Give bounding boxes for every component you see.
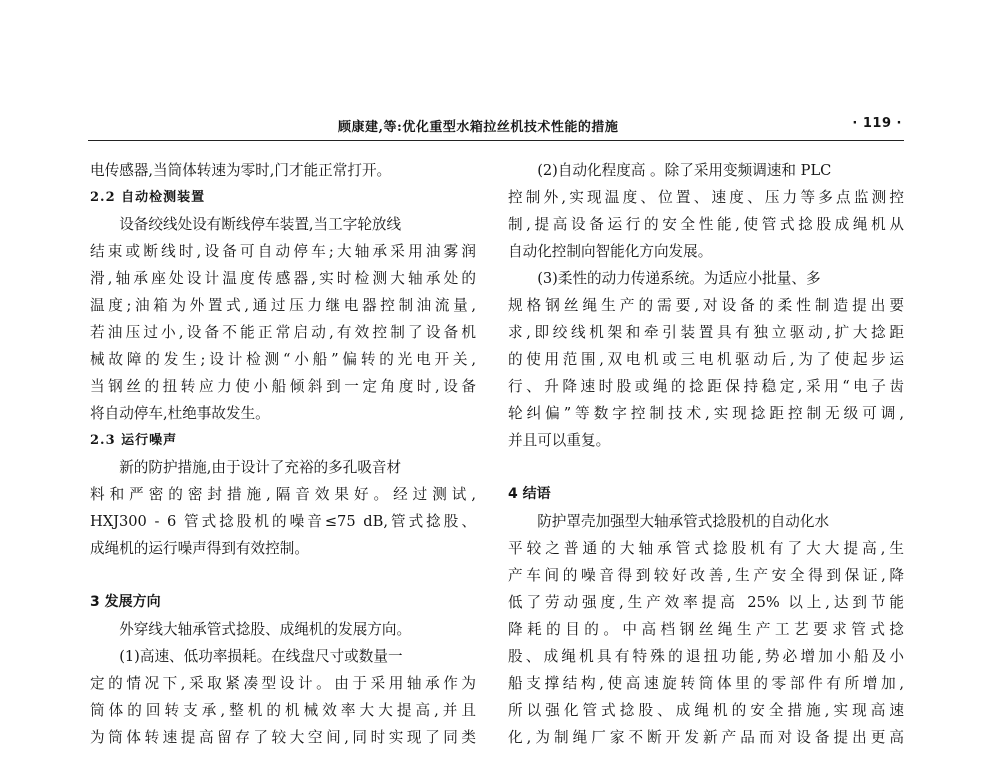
text-line: 筒体的回转支承,整机的机械效率大大提高,并且 [90, 702, 476, 719]
text-line: 将自动停车,杜绝事故发生。 [90, 405, 270, 422]
text-line: 船支撑结构,使高速旋转筒体里的零部件有所增加, [508, 675, 904, 692]
text-line: 规格钢丝绳生产的需要,对设备的柔性制造提出要 [508, 297, 904, 314]
text-line: 并且可以重复。 [508, 432, 611, 449]
text-line: 外穿线大轴承管式捻股、成绳机的发展方向。 [119, 621, 412, 638]
text-line: 设备绞线处设有断线停车装置,当工字轮放线 [119, 216, 402, 233]
header-rule [88, 140, 904, 141]
text-line: 当钢丝的扭转应力使小船倾斜到一定角度时,设备 [90, 378, 476, 395]
text-line: 结束或断线时,设备可自动停车;大轴承采用油雾润 [90, 243, 476, 260]
text-line: 股、成绳机具有特殊的退扭功能,势必增加小船及小 [508, 648, 904, 665]
text-line: 电传感器,当筒体转速为零时,门才能正常打开。 [90, 162, 392, 179]
right-column [508, 157, 904, 751]
text-line: 成绳机的运行噪声得到有效控制。 [90, 540, 309, 557]
text-line: (1)高速、低功率损耗。在线盘尺寸或数量一 [119, 648, 403, 665]
text-line: 降耗的目的。中高档钢丝绳生产工艺要求管式捻 [508, 621, 904, 638]
text-line: 若油压过小,设备不能正常启动,有效控制了设备机 [90, 324, 476, 341]
subsection-heading: 2.3 运行噪声 [90, 433, 178, 448]
text-line: 自动化控制向智能化方向发展。 [508, 243, 713, 260]
text-line: 所以强化管式捻股、成绳机的安全措施,实现高速 [508, 702, 904, 719]
running-title: 顾康建,等:优化重型水箱拉丝机技术性能的措施 [338, 120, 619, 135]
text-line: 制,提高设备运行的安全性能,使管式捻股成绳机从 [508, 216, 904, 233]
text-line: 定的情况下,采取紧凑型设计。由于采用轴承作为 [90, 675, 476, 692]
text-line: (2)自动化程度高 。除了采用变频调速和 PLC [537, 162, 832, 179]
subsection-heading: 2.2 自动检测装置 [90, 190, 206, 205]
text-line: 为筒体转速提高留存了较大空间,同时实现了同类 [90, 729, 476, 746]
text-line: 低了劳动强度,生产效率提高 25% 以上,达到节能 [508, 594, 904, 611]
text-line: 控制外,实现温度、位置、速度、压力等多点监测控 [508, 189, 904, 206]
text-line: 滑,轴承座处设计温度传感器,实时检测大轴承处的 [90, 270, 476, 287]
text-line: 温度;油箱为外置式,通过压力继电器控制油流量, [90, 297, 476, 314]
text-line: 化,为制绳厂家不断开发新产品而对设备提出更高 [508, 729, 904, 746]
text-line: 防护罩壳加强型大轴承管式捻股机的自动化水 [537, 513, 830, 530]
text-line: HXJ300 - 6 管式捻股机的噪音≤75 dB,管式捻股、 [90, 513, 476, 530]
text-line: 械故障的发生;设计检测“小船”偏转的光电开关, [90, 351, 476, 368]
text-line: 产车间的噪音得到较好改善,生产安全得到保证,降 [508, 567, 904, 584]
text-line: 料和严密的密封措施,隔音效果好。经过测试, [90, 486, 476, 503]
page-number: · 119 · [852, 116, 902, 131]
text-line: 新的防护措施,由于设计了充裕的多孔吸音材 [119, 459, 402, 476]
text-line: 求,即绞线机架和牵引装置具有独立驱动,扩大捻距 [508, 324, 904, 341]
section-heading: 4 结语 [508, 486, 551, 502]
spacer [508, 454, 904, 481]
section-heading: 3 发展方向 [90, 594, 161, 610]
spacer [90, 562, 476, 589]
text-line: 行、升降速时股或绳的捻距保持稳定,采用“电子齿 [508, 378, 904, 395]
text-line: 平较之普通的大轴承管式捻股机有了大大提高,生 [508, 540, 904, 557]
running-header [88, 116, 902, 136]
text-line: 的使用范围,双电机或三电机驱动后,为了使起步运 [508, 351, 904, 368]
text-line: 轮纠偏”等数字控制技术,实现捻距控制无级可调, [508, 405, 904, 422]
left-column [90, 157, 476, 751]
text-line: (3)柔性的动力传递系统。为适应小批量、多 [537, 270, 821, 287]
